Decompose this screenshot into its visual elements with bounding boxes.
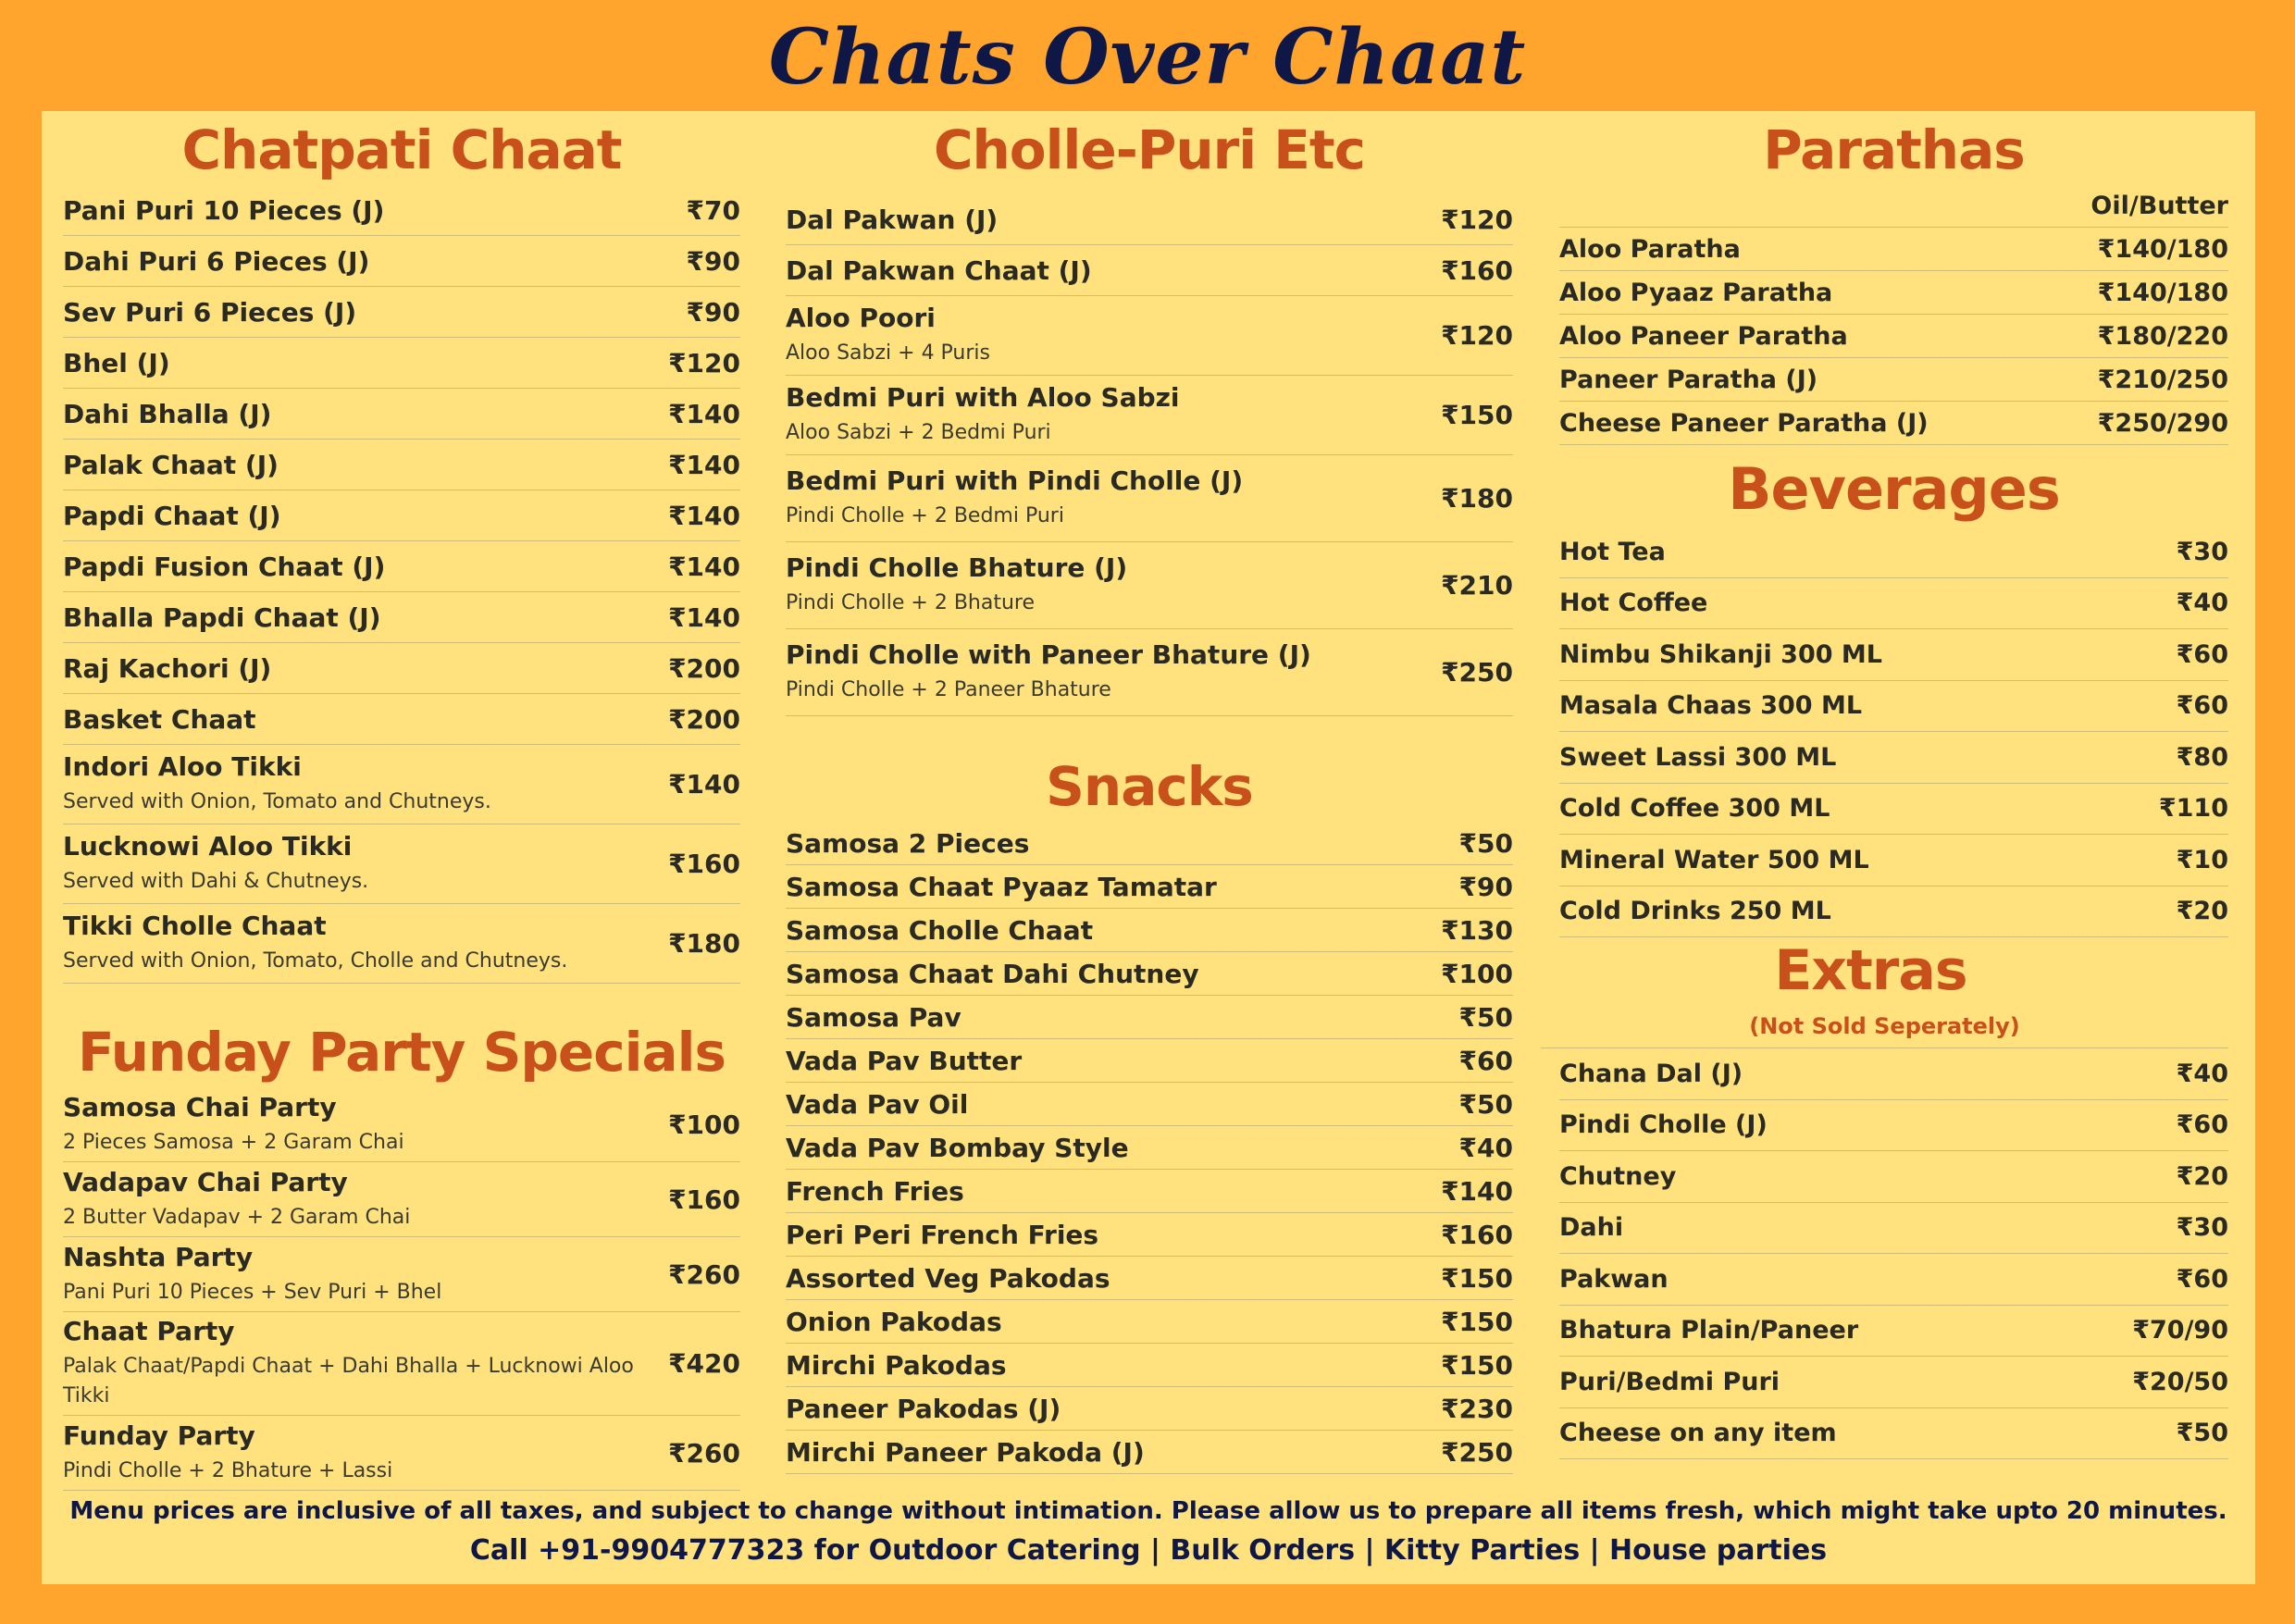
menu-item-text [786,382,1180,448]
menu-item-name: Masala Chaas 300 ML [1559,691,1863,721]
menu-item-text [786,1220,1098,1250]
menu-item [786,542,1513,629]
menu-item [63,1237,740,1312]
menu-item [1559,358,2228,402]
menu-item-price: ₹140 [668,449,740,480]
menu-item-text [1559,897,1831,925]
menu-item-name: Samosa Chaat Dahi Chutney [786,958,1199,989]
menu-item [786,1387,1513,1431]
menu-item-text [786,1307,1002,1337]
menu-item [63,1162,740,1237]
extras-note: (Not Sold Seperately) [1541,1004,2228,1048]
menu-item-price: ₹90 [1458,871,1513,902]
menu-item-name: Indori Aloo Tikki [63,751,302,782]
section-title-extras: Extras [1774,938,1967,1003]
menu-item [1559,681,2228,733]
menu-item-price: ₹30 [2176,1213,2228,1243]
menu-item-text [63,552,385,582]
footer-contact: Call +91-9904777323 for Outdoor Catering | Bulk Orders | Kitty Parties | House parties [469,1534,1828,1567]
menu-item-price: ₹40 [1458,1132,1513,1163]
menu-item [1559,527,2228,578]
menu-item-name: Paneer Paratha (J) [1559,365,1818,394]
menu-item-price: ₹50 [1458,1001,1513,1033]
menu-item-price: ₹210 [1441,570,1513,601]
menu-item [786,1213,1513,1257]
menu-item-name: Dahi [1559,1213,1624,1243]
menu-item-name: Dahi Puri 6 Pieces (J) [63,245,370,277]
menu-panel [42,111,2255,1584]
menu-item [786,1039,1513,1083]
menu-item-price: ₹70 [686,194,740,226]
column-right [1559,111,2228,1459]
section-title-chatpati-chaat: Chatpati Chaat [181,118,622,181]
menu-item-text [786,1176,964,1207]
menu-item-price: ₹60 [2176,639,2228,669]
menu-item-price: ₹160 [668,849,740,879]
menu-item-text [1559,1368,1780,1396]
menu-item-price: ₹40 [2176,589,2228,618]
menu-item [63,694,740,745]
menu-item-name: Bhalla Papdi Chaat (J) [63,601,381,633]
menu-item [786,996,1513,1039]
menu-item [63,389,740,440]
menu-item-price: ₹180/220 [2097,321,2228,351]
menu-item-text [1559,235,1741,264]
menu-item-name: Vada Pav Oil [786,1088,969,1120]
menu-item-text [786,1437,1145,1468]
menu-item [1559,732,2228,784]
menu-item-name: Samosa Chai Party [63,1091,337,1122]
menu-item-price: ₹250 [1441,1436,1513,1468]
menu-item-text [786,1002,961,1033]
menu-item [63,541,740,592]
menu-item [1559,402,2228,445]
menu-item-text [1559,589,1707,617]
extras-list [1559,1048,2228,1459]
menu-item-text [1559,691,1862,720]
menu-item [63,745,740,824]
menu-item-price: ₹200 [668,652,740,684]
menu-item-price: ₹70/90 [2132,1316,2228,1345]
menu-item-name: Pakwan [1559,1264,1669,1294]
menu-item-text [1559,1213,1623,1242]
menu-item-price: ₹150 [1441,1262,1513,1294]
menu-item-price: ₹250/290 [2097,408,2228,438]
menu-item-price: ₹50 [2176,1419,2228,1448]
menu-item-description: Served with Onion, Tomato, Cholle and Chutneys. [63,949,568,973]
menu-item-name: Vada Pav Bombay Style [786,1132,1129,1163]
menu-item-name: Bedmi Puri with Pindi Cholle (J) [786,465,1244,496]
menu-item-text [786,552,1127,618]
menu-item-price: ₹160 [1441,254,1513,286]
menu-item-price: ₹140 [668,500,740,531]
menu-item-name: Sev Puri 6 Pieces (J) [63,296,357,328]
menu-item-description: 2 Pieces Samosa + 2 Garam Chai [63,1130,404,1154]
section-title-cholle-puri: Cholle-Puri Etc [933,118,1366,181]
menu-item-price: ₹100 [668,1109,740,1140]
menu-item-text [1559,538,1666,566]
menu-item-price: ₹140 [1441,1175,1513,1207]
menu-item [1559,1306,2228,1357]
menu-item-name: Assorted Veg Pakodas [786,1262,1110,1294]
menu-item-name: Bedmi Puri with Aloo Sabzi [786,382,1180,413]
menu-item-name: Vada Pav Butter [786,1045,1023,1076]
menu-item [786,245,1513,296]
menu-item-text [786,872,1217,902]
menu-item-name: Hot Tea [1559,537,1666,566]
menu-item-price: ₹120 [1441,320,1513,351]
menu-item-price: ₹150 [1441,400,1513,430]
menu-item-description: Aloo Sabzi + 4 Puris [786,341,990,365]
menu-item-text [1559,743,1836,772]
menu-item [1559,578,2228,630]
menu-item-text [63,831,368,897]
menu-item [63,338,740,389]
menu-item-description: Palak Chaat/Papdi Chaat + Dahi Bhalla + Lucknowi Aloo Tikki [63,1355,634,1407]
menu-item-name: Paneer Pakodas (J) [786,1393,1061,1424]
menu-item-text [1559,1110,1768,1139]
menu-item-text [63,246,369,277]
menu-item-price: ₹50 [1458,1088,1513,1120]
menu-item-text [786,1046,1022,1076]
menu-item-text [63,1092,404,1158]
menu-item-text [63,348,170,378]
menu-item-text [63,751,491,817]
menu-item [786,909,1513,952]
menu-item [63,185,740,236]
menu-item-text [1559,366,1817,394]
menu-item-name: Funday Party [63,1419,255,1451]
menu-item-text [786,1133,1129,1163]
menu-item-text [786,1089,968,1120]
menu-item-name: Dahi Bhalla (J) [63,398,272,429]
menu-item-text [1559,846,1869,874]
menu-item [1559,1357,2228,1408]
menu-item-price: ₹160 [1441,1219,1513,1250]
menu-item-name: Cold Drinks 250 ML [1559,897,1831,926]
menu-item-text [1559,794,1830,823]
menu-item-description: Served with Dahi & Chutneys. [63,870,369,893]
menu-item [1559,271,2228,315]
menu-item-name: Chaat Party [63,1316,235,1346]
menu-item-text [63,450,279,480]
menu-item [1559,1408,2228,1460]
menu-item-description: Pindi Cholle + 2 Bhature [786,591,1036,614]
menu-item-name: Hot Coffee [1559,589,1708,618]
menu-item-price: ₹140/180 [2097,234,2228,264]
menu-item-price: ₹180 [1441,483,1513,514]
menu-item-text [63,195,384,226]
menu-item [786,1300,1513,1344]
menu-item [1559,835,2228,886]
menu-item [1559,1151,2228,1203]
menu-item-price: ₹30 [2176,537,2228,566]
menu-item-text [786,1263,1110,1294]
menu-item [63,643,740,694]
menu-item-price: ₹230 [1441,1393,1513,1424]
menu-item-name: Dal Pakwan Chaat (J) [786,254,1092,286]
menu-item-name: Onion Pakodas [786,1306,1002,1337]
menu-item [786,865,1513,909]
menu-item-name: Nimbu Shikanji 300 ML [1559,639,1882,669]
menu-item [1559,1203,2228,1255]
menu-item-name: Tikki Cholle Chaat [63,911,327,941]
menu-item [786,629,1513,716]
menu-item-price: ₹60 [2176,1264,2228,1294]
menu-item-name: Aloo Pyaaz Paratha [1559,278,1833,307]
menu-item [786,822,1513,865]
menu-item-description: Aloo Sabzi + 2 Bedmi Puri [786,421,1051,444]
menu-item [63,490,740,541]
menu-item-price: ₹140/180 [2097,278,2228,307]
menu-item-description: Served with Onion, Tomato and Chutneys. [63,790,491,813]
menu-item-name: Samosa 2 Pieces [786,827,1030,859]
menu-item [786,296,1513,376]
menu-title: Chats Over Chaat [768,13,1527,102]
menu-item-text [63,399,271,429]
menu-item-name: Papdi Chaat (J) [63,500,281,531]
menu-item [786,376,1513,455]
menu-item-text [63,911,567,976]
menu-item-name: Nashta Party [63,1241,254,1272]
menu-item [1559,1254,2228,1306]
menu-item-price: ₹180 [668,928,740,959]
menu-item-name: Mineral Water 500 ML [1559,845,1869,874]
menu-item-price: ₹260 [668,1437,740,1469]
menu-item [1559,784,2228,836]
menu-item [786,1257,1513,1300]
footer-disclaimer: Menu prices are inclusive of all taxes, and subject to change without intimation. Please allow us to prepare all items fresh, which might take upto 20 minutes. [69,1497,2227,1525]
menu-item-text [786,959,1199,989]
menu-item-price: ₹20 [2176,897,2228,926]
menu-item [63,824,740,904]
menu-item-name: Chana Dal (J) [1559,1059,1743,1088]
menu-item-price: ₹10 [2176,845,2228,874]
menu-item-price: ₹140 [668,601,740,633]
menu-item-text [63,602,381,633]
menu-item [786,194,1513,245]
menu-item-price: ₹150 [1441,1306,1513,1337]
menu-item-name: Mirchi Paneer Pakoda (J) [786,1436,1145,1468]
menu-item-price: ₹90 [686,296,740,328]
menu-item-price: ₹60 [1458,1045,1513,1076]
menu-item-text [786,828,1029,859]
menu-item-price: ₹120 [668,347,740,378]
menu-item-text [63,297,356,328]
oil-butter-label: Oil/Butter [1559,185,2228,228]
menu-item-name: Pindi Cholle Bhature (J) [786,552,1128,583]
menu-item [63,1087,740,1162]
section-title-beverages: Beverages [1728,455,2060,523]
menu-item-price: ₹110 [2158,794,2228,824]
menu-item-name: Mirchi Pakodas [786,1349,1007,1381]
menu-item-name: Vadapav Chai Party [63,1166,348,1197]
menu-item-description: Pani Puri 10 Pieces + Sev Puri + Bhel [63,1280,442,1304]
menu-item-price: ₹250 [1441,657,1513,688]
menu-item-name: Pindi Cholle (J) [1559,1110,1768,1140]
menu-item-name: Bhel (J) [63,347,170,378]
menu-item [1559,629,2228,681]
menu-item [1559,1048,2228,1100]
menu-item-text [1559,1419,1837,1447]
menu-item-text [786,639,1311,705]
section-title-parathas: Parathas [1763,118,2025,181]
menu-item-text [63,653,271,684]
menu-item-name: Aloo Poori [786,303,936,333]
column-middle [786,111,1513,1474]
menu-item-description: Pindi Cholle + 2 Bedmi Puri [786,504,1064,527]
menu-item-price: ₹20/50 [2132,1367,2228,1396]
menu-item-name: Aloo Paratha [1559,234,1741,264]
snacks-list [786,822,1513,1474]
menu-item [63,1312,740,1416]
menu-item-text [1559,1316,1858,1345]
funday-party-list [63,1087,740,1491]
menu-item [63,1416,740,1491]
menu-item-description: Pindi Cholle + 2 Paneer Bhature [786,678,1111,701]
menu-item [786,1126,1513,1170]
menu-item-text [1559,279,1832,307]
menu-item-text [1559,1265,1669,1294]
menu-item-text [786,303,990,368]
menu-item-text [63,501,281,531]
menu-item [63,440,740,490]
menu-item-name: Pindi Cholle with Paneer Bhature (J) [786,639,1311,670]
menu-item-price: ₹260 [668,1258,740,1290]
menu-item-name: Chutney [1559,1161,1677,1191]
menu-item-price: ₹210/250 [2097,365,2228,394]
menu-item-description: Pindi Cholle + 2 Bhature + Lassi [63,1458,393,1482]
menu-item-name: Pani Puri 10 Pieces (J) [63,194,385,226]
menu-item-text [63,1420,392,1486]
menu-item [786,1083,1513,1126]
menu-item-text [1559,640,1882,669]
menu-item-text [63,1167,410,1233]
menu-item [786,952,1513,996]
beverages-list [1559,527,2228,937]
menu-item-name: Cold Coffee 300 ML [1559,794,1830,824]
menu-item-name: Samosa Chaat Pyaaz Tamatar [786,871,1217,902]
menu-item-text [1559,322,1848,351]
menu-item-price: ₹80 [2176,742,2228,772]
menu-item [63,287,740,338]
menu-item [63,904,740,984]
menu-item-price: ₹160 [668,1184,740,1215]
menu-item-price: ₹20 [2176,1161,2228,1191]
cholle-puri-list [786,194,1513,716]
menu-item-text [786,465,1243,531]
menu-item-text [1559,1060,1743,1088]
column-left [63,111,740,1491]
menu-item-price: ₹420 [668,1348,740,1379]
menu-item-name: Sweet Lassi 300 ML [1559,742,1837,772]
section-title-funday-party-specials: Funday Party Specials [77,1021,726,1084]
menu-item-text [1559,409,1929,438]
menu-item-name: Puri/Bedmi Puri [1559,1367,1780,1396]
menu-item-price: ₹100 [1441,958,1513,989]
menu-item-price: ₹140 [668,769,740,800]
section-title-snacks: Snacks [1046,755,1253,818]
menu-item-text [63,704,256,735]
menu-item [786,1170,1513,1213]
menu-item-name: Samosa Cholle Chaat [786,914,1094,946]
menu-item-text [786,255,1092,286]
menu-item-price: ₹140 [668,398,740,429]
menu-item [63,592,740,643]
menu-item-price: ₹60 [2176,691,2228,721]
menu-item-name: Raj Kachori (J) [63,652,272,684]
menu-item [1559,1100,2228,1152]
menu-item [1559,228,2228,271]
menu-item-price: ₹130 [1441,914,1513,946]
menu-item [786,1431,1513,1474]
menu-item-name: Samosa Pav [786,1001,961,1033]
menu-item-name: Palak Chaat (J) [63,449,279,480]
menu-item-price: ₹200 [668,703,740,735]
menu-item-price: ₹50 [1458,827,1513,859]
menu-item-name: Bhatura Plain/Paneer [1559,1316,1859,1345]
menu-item-name: French Fries [786,1175,964,1207]
menu-item-text [786,1394,1061,1424]
menu-item [1559,315,2228,358]
menu-item [63,236,740,287]
menu-item-text [786,1350,1007,1381]
chatpati-chaat-list [63,185,740,984]
menu-item-price: ₹150 [1441,1349,1513,1381]
menu-item-text [786,205,998,235]
menu-item-text [63,1242,441,1308]
menu-item-text [786,915,1093,946]
menu-item-name: Basket Chaat [63,703,256,735]
menu-item-price: ₹40 [2176,1059,2228,1088]
menu-item-name: Aloo Paneer Paratha [1559,321,1848,351]
menu-item-text [1559,1162,1676,1191]
menu-item-name: Peri Peri French Fries [786,1219,1099,1250]
menu-item-price: ₹140 [668,551,740,582]
menu-item-name: Papdi Fusion Chaat (J) [63,551,386,582]
parathas-list [1559,228,2228,445]
menu-item-description: 2 Butter Vadapav + 2 Garam Chai [63,1205,411,1229]
menu-item-name: Cheese Paneer Paratha (J) [1559,408,1929,438]
menu-item-text [63,1316,668,1411]
menu-item-price: ₹120 [1441,204,1513,235]
menu-item [786,1344,1513,1387]
menu-item [786,455,1513,542]
menu-item-name: Dal Pakwan (J) [786,204,999,235]
menu-item-price: ₹60 [2176,1110,2228,1140]
menu-item-name: Lucknowi Aloo Tikki [63,831,353,862]
menu-item [1559,886,2228,938]
menu-item-price: ₹90 [686,245,740,277]
menu-item-name: Cheese on any item [1559,1419,1837,1448]
